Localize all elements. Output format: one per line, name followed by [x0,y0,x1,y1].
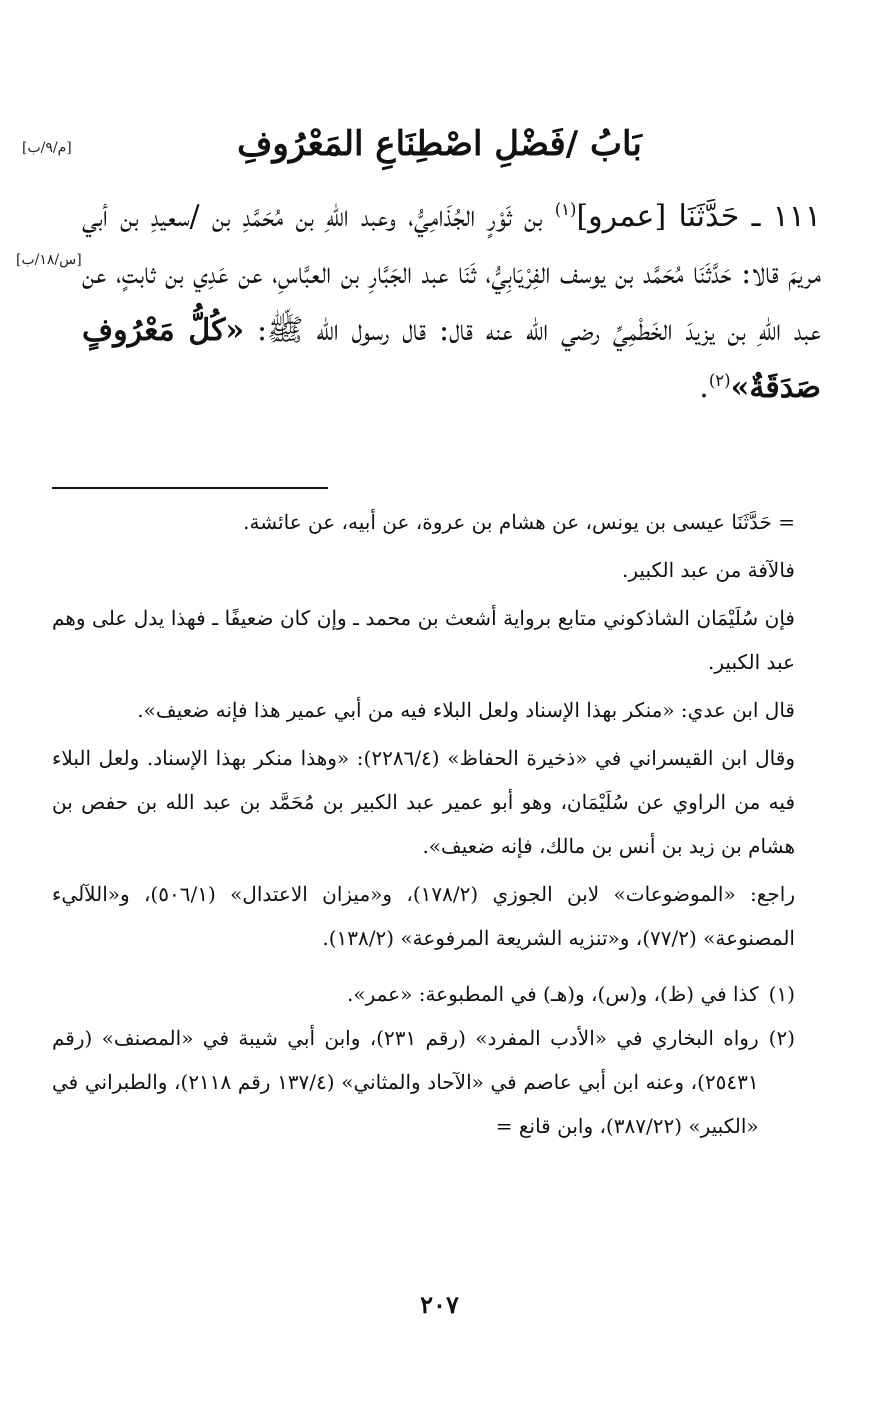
chapter-title: بَابُ /فَضْلِ اصْطِنَاعِ المَعْرُوفِ [237,124,642,164]
footnote-2-text: رواه البخاري في «الأدب المفرد» (رقم ٢٣١)، وابن أبي شيبة في «المصنف» (رقم ٢٥٤٣١)، وعنه ابن أبي عاصم في «الآحاد والمثاني» (١٣٧/٤ رقم ٢١١٨)، والطبراني في «الكبير» (٣٨٧/٢٢)، وابن قانع = [52,1026,759,1138]
hadith-end: . [699,370,709,405]
prophetic-saying: «كُلُّ مَعْرُوفٍ صَدَقَةٌ» [82,313,821,405]
footnote-gap [52,964,795,972]
footnote-separator [52,487,328,489]
footnote-2 [52,1016,795,1148]
footnotes [52,500,795,1148]
footnote-continuation-line: وقال ابن القيسراني في «ذخيرة الحفاظ» (٢٢٨٦/٤): «وهذا منكر بهذا الإسناد. ولعل البلاء فيه من الراوي عن سُلَيْمَان، وهو أبو عمير عبد الكبير بن مُحَمَّد بن عبد الله بن حفص بن هشام بن زيد بن أنس بن مالك، فإنه ضعيف». [52,746,795,858]
footnote-1-text: كذا في (ظ)، و(س)، و(هـ) في المطبوعة: «عمر». [346,982,759,1006]
footnote-continuation-line: راجع: «الموضوعات» لابن الجوزي (١٧٨/٢)، و«ميزان الاعتدال» (٥٠٦/١)، و«اللآليء المصنوعة» (٧٧/٢)، و«تنزيه الشريعة المرفوعة» (١٣٨/٢). [52,882,796,950]
footnote-2-number: (٢) [768,1026,795,1050]
hadith-chain: بن ثَوْرٍ الجُذَامِيُّ، وعبد اللهِ بن مُحَمَّدِ بن /سعيدِ بن أبي مريمَ قالا: حَدَّثَنَا مُحَمَّد بن يوسف الفِرْيَابِيُّ، ثَنَا عبد الجَبَّارِ بن العبَّاسِ، عن عَدِي بن ثابتٍ، عن عبد اللهِ بن يزيدَ الخَطْمِيِّ رضي الله عنه قال: قال رسول الله ﷺ: [82,199,821,348]
footnote-continuation-line: فإن سُلَيْمَان الشاذكوني متابع برواية أشعث بن محمد ـ وإن كان ضعيفًا ـ فهذا يدل على وهم عبد الكبير. [52,606,795,674]
footnote-1 [52,972,795,1016]
footnote-1-number: (١) [768,982,795,1006]
footnote-continuation-line: = حَدَّثَنَا عيسى بن يونس، عن هشام بن عروة، عن أبيه، عن عائشة. [243,510,795,534]
hadith-number-and-chain-start: ١١١ ـ حَدَّثَنَا [عمرو] [576,199,821,234]
margin-manuscript-ref-top: [م/٩/ب] [22,140,72,156]
hadith-paragraph [82,188,821,416]
hadith-text [82,188,821,416]
margin-manuscript-ref-mid: [س/١٨/ب] [16,252,82,268]
chapter-heading [20,118,859,178]
footnote-marker-2: (٢) [708,371,731,390]
footnote-continuation-line: قال ابن عدي: «منكر بهذا الإسناد ولعل البلاء فيه من أبي عمير هذا فإنه ضعيف». [137,698,795,722]
footnote-continuation-line: فالآفة من عبد الكبير. [622,558,795,582]
page-number: ٢٠٧ [420,1290,459,1319]
footnote-marker-1: (١) [554,200,577,219]
